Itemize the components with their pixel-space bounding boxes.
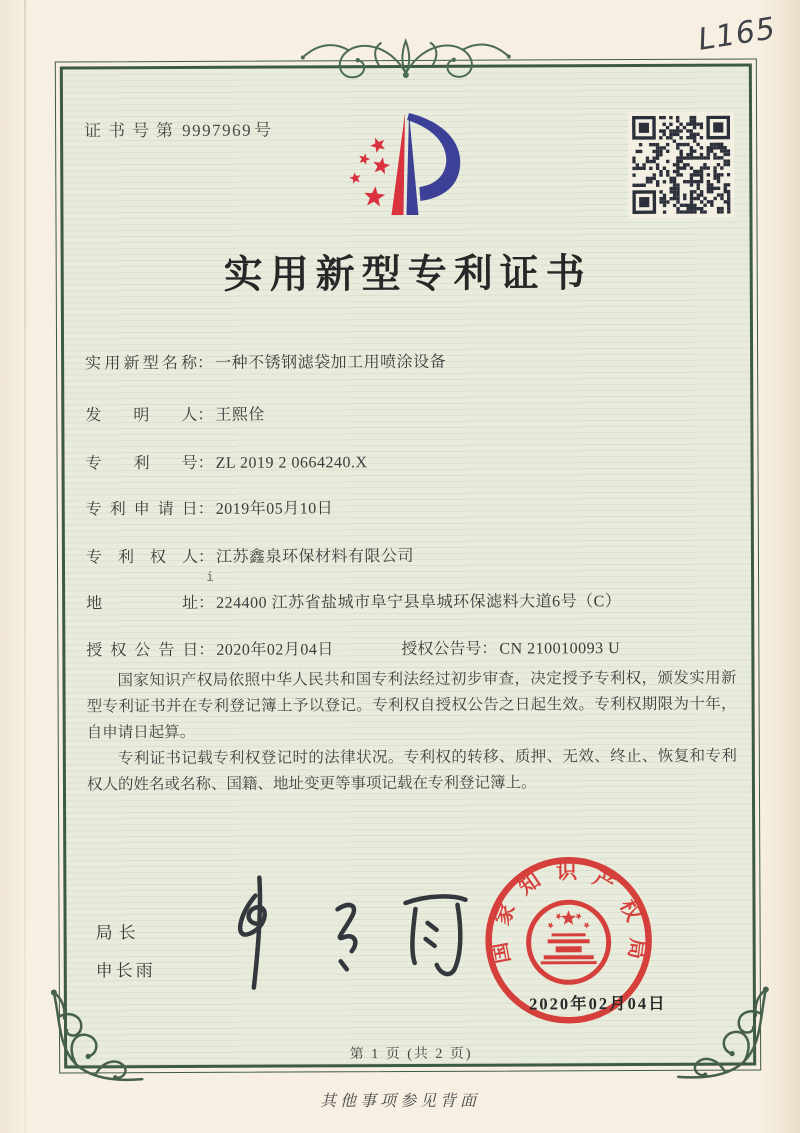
field-colon: ： xyxy=(197,548,215,566)
field-value: ZL 2019 2 0664240.X xyxy=(215,454,368,472)
field-row-address xyxy=(86,588,621,613)
page-number: 第 1 页 (共 2 页) xyxy=(349,1046,473,1063)
field-value: 一种不锈钢滤袋加工用喷涂设备 xyxy=(215,353,447,372)
field-label: 授权公告日 xyxy=(86,641,199,660)
field-value: 2019年05月10日 xyxy=(215,500,334,518)
field-colon: ： xyxy=(198,641,215,659)
seal-ring-text: 国家知识产权局 xyxy=(487,859,651,966)
field-label: 专利号 xyxy=(85,454,198,473)
signer-name: 申长雨 xyxy=(95,961,156,981)
field-label: 专利申请日 xyxy=(85,500,198,519)
field-label: 授权公告号 xyxy=(401,640,482,659)
field-colon: ： xyxy=(197,406,214,424)
field-label: 实用新型名称 xyxy=(85,354,198,373)
field-colon: ： xyxy=(197,500,214,518)
field-value: 江苏鑫泉环保材料有限公司 xyxy=(215,547,415,566)
field-label: 地址 xyxy=(86,594,199,613)
cert-no-prefix: 证书号第 xyxy=(84,120,181,141)
field-label: 专利权人 xyxy=(85,548,198,567)
legal-paragraph-2: 专利证书记载专利权登记时的法律状况。专利权的转移、质押、无效、终止、恢复和专利权人的姓名或名称、国籍、地址变更等事项记载在专利登记簿上。 xyxy=(86,747,737,794)
field-label: 发明人 xyxy=(85,406,198,425)
handwritten-signature-icon xyxy=(209,869,490,1000)
see-reverse-note: 其他事项参见背面 xyxy=(319,1093,480,1110)
field-colon: ： xyxy=(198,594,215,612)
field-row-grant xyxy=(86,636,621,660)
qr-code-icon xyxy=(628,112,734,218)
certificate-title: 实用新型专利证书 xyxy=(223,252,592,297)
stray-print-mark: i xyxy=(206,569,214,585)
field-value: CN 210010093 U xyxy=(499,640,621,658)
handwritten-corner-note: L165 xyxy=(695,11,779,58)
field-row-name xyxy=(85,349,446,374)
seal-date: 2020年02月04日 xyxy=(529,993,667,1014)
paper-fold-line xyxy=(24,0,26,1133)
field-value: 224400 江苏省盐城市阜宁县阜城环保滤料大道6号（C） xyxy=(216,593,622,612)
field-row-patentee xyxy=(86,543,414,567)
field-colon: ： xyxy=(481,640,498,658)
field-colon: ： xyxy=(197,354,214,372)
field-row-filing-date xyxy=(86,495,334,519)
cert-no-suffix: 号 xyxy=(254,120,272,140)
grant-number-group xyxy=(401,635,620,659)
certificate-border-frame xyxy=(55,58,761,1073)
national-emblem xyxy=(528,902,608,982)
certificate-number xyxy=(84,116,271,142)
field-colon: ： xyxy=(197,454,214,472)
signer-title: 局长 xyxy=(95,923,142,943)
field-value: 2020年02月04日 xyxy=(216,641,334,659)
field-value: 王熙佺 xyxy=(215,406,265,424)
legal-text-block xyxy=(86,666,737,799)
cert-no-value: 9997969 xyxy=(182,120,253,140)
field-row-inventor xyxy=(85,402,265,426)
field-row-patent-no xyxy=(85,449,367,473)
legal-paragraph-1: 国家知识产权局依照中华人民共和国专利法经过初步审查，决定授予专利权，颁发实用新型专利证书并在专利登记簿上予以登记。专利权自授权公告之日起生效。专利权期限为十年，自申请日起算。 xyxy=(86,669,737,742)
cnipa-logo-icon xyxy=(348,109,474,222)
